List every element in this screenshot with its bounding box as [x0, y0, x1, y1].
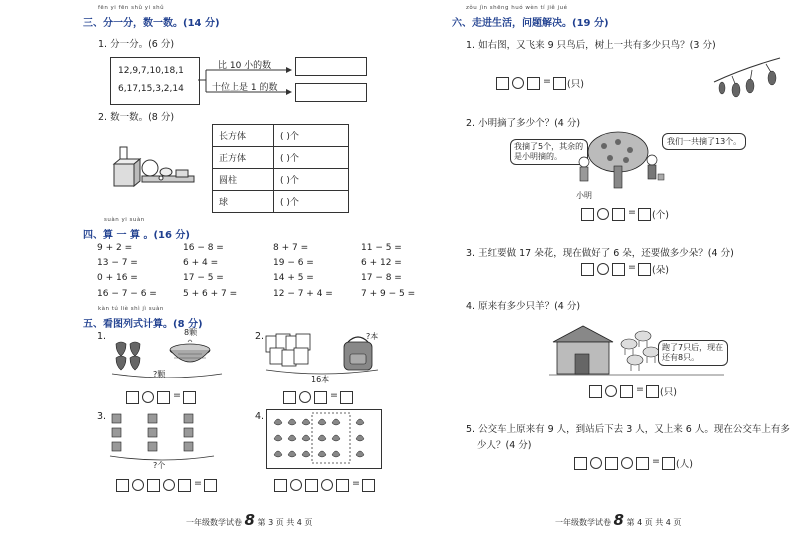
answer-box[interactable] [362, 479, 375, 492]
calc-item: 16 − 7 − 6 = [97, 289, 157, 299]
equals-sign: = [352, 478, 360, 489]
shape-name: 球 [213, 191, 274, 213]
calc-item: 5 + 6 + 7 = [183, 289, 238, 299]
calc-item: 14 + 5 = [273, 273, 314, 283]
answer-box[interactable] [553, 77, 566, 90]
picture2-top-label: ?本 [366, 332, 379, 341]
footer-paper-name: 一年级数学试卷 [555, 518, 611, 527]
table-row [213, 191, 349, 213]
q1-unit: (只) [567, 79, 584, 90]
calc-item: 16 − 8 = [183, 243, 224, 253]
q3-text: 3. 王红要做 17 朵花，现在做好了 6 朵，还要做多少朵？(4 分) [466, 248, 734, 259]
q4-text: 4. 原来有多少只羊？(4 分) [466, 301, 581, 312]
section4-pinyin: suàn yi suàn [104, 217, 145, 223]
shape-count-blank[interactable]: ( )个 [274, 169, 349, 191]
answer-box[interactable] [662, 457, 675, 470]
operator-circle[interactable] [597, 208, 609, 220]
numbers-box [110, 57, 200, 105]
answer-box[interactable] [581, 263, 594, 276]
footer-paper-name: 一年级数学试卷 [186, 518, 242, 527]
section3-title: 三、分一分，数一数。(14 分) [83, 18, 220, 29]
shape-count-blank[interactable]: ( )个 [274, 147, 349, 169]
calc-item: 6 + 12 = [361, 258, 402, 268]
operator-circle[interactable] [163, 479, 175, 491]
calc-item: 17 − 8 = [361, 273, 402, 283]
answer-box[interactable] [183, 391, 196, 404]
numbers-line1: 12,9,7,10,18,1 [118, 66, 184, 76]
answer-box[interactable] [336, 479, 349, 492]
section3-pinyin: fēn yi fēn shǔ yi shǔ [98, 5, 165, 11]
table-row [213, 125, 349, 147]
picture1-bottom-label: ?颗 [153, 370, 166, 379]
birds-grid-illustration [268, 411, 380, 467]
calc-item: 12 − 7 + 4 = [273, 289, 333, 299]
shape-count-blank[interactable]: ( )个 [274, 191, 349, 213]
apple-tree-illustration [574, 128, 666, 194]
answer-box[interactable] [314, 391, 327, 404]
answer-box[interactable] [581, 208, 594, 221]
footer-page-number: 第 4 页 共 4 页 [626, 518, 682, 527]
q5-unit: (人) [676, 459, 693, 470]
operator-circle[interactable] [597, 263, 609, 275]
calc-item: 11 − 5 = [361, 243, 402, 253]
picture1-number: 1. [97, 331, 107, 342]
table-row [213, 147, 349, 169]
section4-title: 四、算 一 算 。(16 分) [83, 230, 190, 241]
q5-text-line1: 5. 公交车上原来有 9 人，到站后下去 3 人，又上来 6 人。现在公交车上有多 [466, 424, 790, 435]
calc-item: 17 − 5 = [183, 273, 224, 283]
operator-circle[interactable] [621, 457, 633, 469]
equals-sign: = [543, 76, 551, 87]
shape-name: 正方体 [213, 147, 274, 169]
calc-item: 13 − 7 = [97, 258, 138, 268]
q5-text-line2: 少人？(4 分) [477, 440, 532, 451]
shape-count-table [212, 124, 349, 213]
answer-box[interactable] [147, 479, 160, 492]
operator-circle[interactable] [321, 479, 333, 491]
operator-circle[interactable] [142, 391, 154, 403]
calc-item: 0 + 16 = [97, 273, 138, 283]
footer-badge: 8 [613, 511, 624, 529]
calc-item: 19 − 6 = [273, 258, 314, 268]
answer-box-less-than-ten[interactable] [295, 57, 367, 76]
section6-title: 六、走进生活，问题解决。(19 分) [452, 18, 609, 29]
answer-box[interactable] [283, 391, 296, 404]
calc-item: 8 + 7 = [273, 243, 309, 253]
speech-bubble-left: 我摘了5个，其余的是小明摘的。 [510, 139, 588, 165]
section3-q2: 2. 数一数。(8 分) [98, 112, 175, 123]
equals-sign: = [173, 390, 181, 401]
operator-circle[interactable] [290, 479, 302, 491]
calc-item: 6 + 4 = [183, 258, 219, 268]
answer-box[interactable] [496, 77, 509, 90]
answer-box[interactable] [620, 385, 633, 398]
answer-box[interactable] [116, 479, 129, 492]
q1-text: 1. 如右图，又飞来 9 只鸟后，树上一共有多少只鸟？(3 分) [466, 40, 716, 51]
shape-name: 圆柱 [213, 169, 274, 191]
picture4-number: 4. [255, 411, 265, 422]
operator-circle[interactable] [132, 479, 144, 491]
picture3-bottom-label: ?个 [153, 461, 166, 470]
answer-box[interactable] [612, 208, 625, 221]
picture3-number: 3. [97, 411, 107, 422]
answer-box[interactable] [612, 263, 625, 276]
answer-box[interactable] [527, 77, 540, 90]
answer-box-tens-digit-one[interactable] [295, 83, 367, 102]
answer-box[interactable] [157, 391, 170, 404]
speech-bubble-right: 我们一共摘了13个。 [662, 133, 746, 150]
answer-box[interactable] [204, 479, 217, 492]
calc-item: 9 + 2 = [97, 243, 133, 253]
section5-pinyin: kàn tú liè shì jì suàn [98, 306, 164, 312]
operator-circle[interactable] [512, 77, 524, 89]
footer-badge: 8 [244, 511, 255, 529]
answer-box[interactable] [274, 479, 287, 492]
operator-circle[interactable] [299, 391, 311, 403]
q3-unit: (朵) [652, 265, 669, 276]
calc-item: 7 + 9 − 5 = [361, 289, 416, 299]
answer-box[interactable] [638, 208, 651, 221]
left-footer [186, 511, 312, 529]
answer-box[interactable] [589, 385, 602, 398]
equals-sign: = [652, 456, 660, 467]
answer-box[interactable] [638, 263, 651, 276]
label-less-than-ten: 比 10 小的数 [218, 61, 272, 71]
xiaoming-label: 小明 [576, 191, 592, 200]
equals-sign: = [194, 478, 202, 489]
section6-pinyin: zǒu jìn shēng huó wèn tí jiě jué [466, 5, 568, 11]
operator-circle[interactable] [590, 457, 602, 469]
answer-box[interactable] [305, 479, 318, 492]
answer-box[interactable] [340, 391, 353, 404]
solids-illustration [108, 142, 203, 192]
shape-name: 长方体 [213, 125, 274, 147]
table-row [213, 169, 349, 191]
shape-count-blank[interactable]: ( )个 [274, 125, 349, 147]
picture2-number: 2. [255, 331, 265, 342]
q4-unit: (只) [660, 387, 677, 398]
operator-circle[interactable] [605, 385, 617, 397]
equals-sign: = [628, 207, 636, 218]
books-bag-illustration [262, 330, 382, 378]
numbers-line2: 6,17,15,3,2,14 [118, 84, 184, 94]
answer-box[interactable] [605, 457, 618, 470]
q2-text: 2. 小明摘了多少个？(4 分) [466, 118, 581, 129]
birds-on-branch-illustration [712, 52, 784, 102]
label-tens-digit-one: 十位上是 1 的数 [212, 83, 278, 93]
answer-box[interactable] [646, 385, 659, 398]
picture2-bottom-label: 16本 [311, 375, 330, 384]
answer-box[interactable] [636, 457, 649, 470]
cubes-illustration [108, 410, 220, 462]
equals-sign: = [628, 262, 636, 273]
picture1-top-label: 8颗 [184, 328, 198, 337]
answer-box[interactable] [126, 391, 139, 404]
section5-title: 五、看图列式计算。(8 分) [83, 319, 203, 330]
section3-q1: 1. 分一分。(6 分) [98, 39, 175, 50]
q2-unit: (个) [652, 210, 669, 221]
strawberry-basket-illustration [108, 336, 226, 378]
answer-box[interactable] [178, 479, 191, 492]
equals-sign: = [330, 390, 338, 401]
sheep-speech-bubble: 跑了7只后，现在还有8只。 [658, 340, 728, 366]
equals-sign: = [636, 384, 644, 395]
footer-page-number: 第 3 页 共 4 页 [257, 518, 313, 527]
right-footer [555, 511, 681, 529]
answer-box[interactable] [574, 457, 587, 470]
